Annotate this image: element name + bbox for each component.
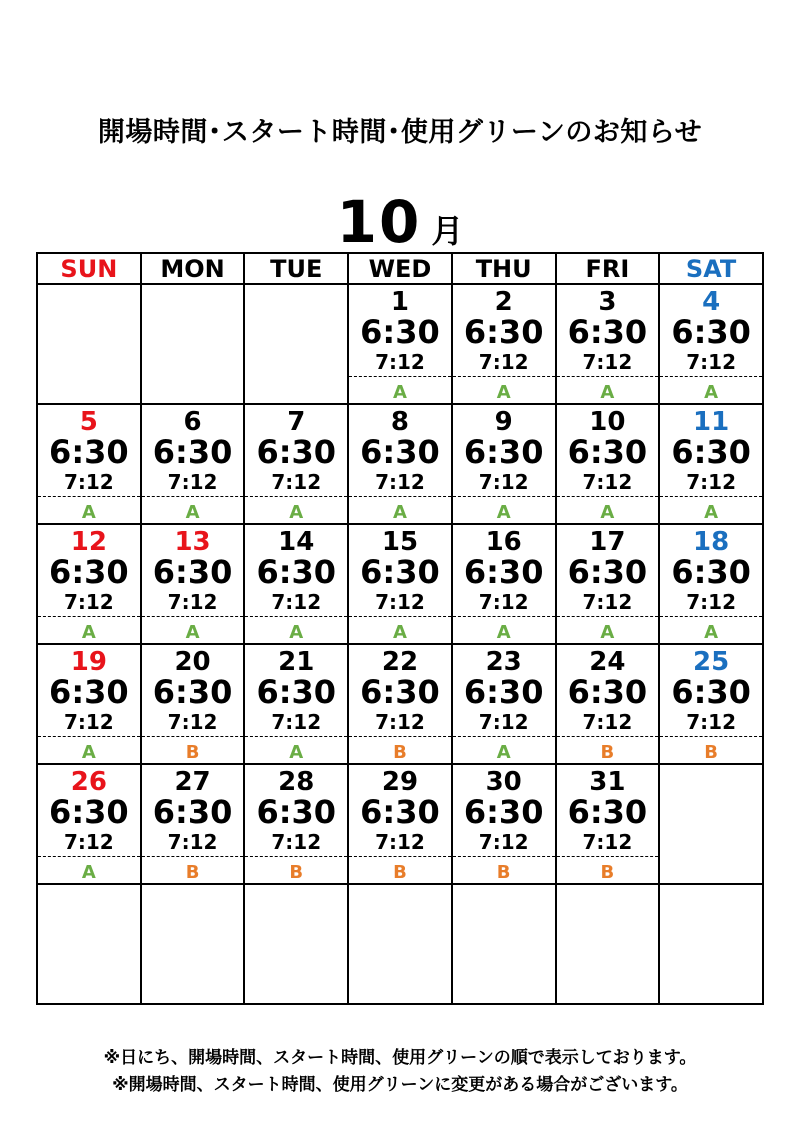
dashed-divider (660, 616, 762, 617)
weekday-header-mon: MON (141, 253, 245, 284)
start-time: 7:12 (686, 350, 736, 374)
start-time: 7:12 (271, 830, 322, 854)
opening-time: 6:30 (49, 553, 129, 591)
dashed-divider (142, 736, 244, 737)
day-number: 15 (381, 527, 419, 557)
start-time: 7:12 (63, 590, 114, 614)
weekday-header-wed: WED (348, 253, 452, 284)
green-indicator: B (185, 862, 200, 883)
dashed-divider (245, 856, 347, 857)
opening-time: 6:30 (671, 313, 751, 351)
start-time: 7:12 (582, 830, 633, 854)
opening-time: 6:30 (463, 673, 544, 711)
weekday-header-sun: SUN (37, 253, 141, 284)
green-indicator: A (496, 382, 511, 403)
day-number: 2 (494, 287, 513, 317)
day-number: 7 (287, 407, 306, 437)
start-time: 7:12 (582, 590, 633, 614)
day-number: 27 (174, 767, 211, 797)
calendar-day-cell (244, 404, 348, 524)
start-time: 7:12 (63, 830, 114, 854)
opening-time: 6:30 (256, 673, 337, 711)
opening-time: 6:30 (567, 793, 648, 831)
day-number: 28 (278, 767, 315, 797)
opening-time: 6:30 (49, 433, 129, 471)
green-indicator: A (704, 382, 719, 403)
green-indicator: A (392, 502, 407, 523)
day-number: 22 (381, 647, 419, 677)
dashed-divider (142, 616, 244, 617)
dashed-divider (453, 856, 555, 857)
green-indicator: B (600, 742, 615, 763)
day-number: 20 (174, 647, 211, 677)
start-time: 7:12 (375, 470, 425, 494)
calendar-day-cell (348, 524, 452, 644)
opening-time: 6:30 (463, 793, 544, 831)
dashed-divider (557, 616, 659, 617)
green-indicator: B (393, 742, 407, 763)
opening-time: 6:30 (360, 313, 440, 351)
month-heading (0, 188, 800, 256)
opening-time: 6:30 (567, 313, 648, 351)
calendar-day-cell (659, 644, 763, 764)
weekday-header-sat: SAT (659, 253, 763, 284)
opening-time: 6:30 (567, 433, 648, 471)
green-indicator: A (600, 502, 615, 523)
dashed-divider (453, 616, 555, 617)
calendar-day-cell (556, 764, 660, 884)
dashed-divider (453, 736, 555, 737)
day-number: 10 (589, 407, 626, 437)
calendar-day-cell (556, 284, 660, 404)
green-indicator: A (185, 622, 200, 643)
start-time: 7:12 (167, 710, 218, 734)
green-indicator: B (393, 862, 407, 883)
day-number: 8 (390, 407, 409, 437)
day-number: 26 (70, 767, 107, 797)
dashed-divider (557, 736, 659, 737)
start-time: 7:12 (375, 830, 425, 854)
start-time: 7:12 (375, 350, 425, 374)
opening-time: 6:30 (152, 433, 233, 471)
calendar-day-cell (452, 404, 556, 524)
weekday-header-tue: TUE (244, 253, 348, 284)
green-indicator: A (392, 382, 407, 403)
dashed-divider (142, 856, 244, 857)
start-time: 7:12 (375, 710, 425, 734)
opening-time: 6:30 (256, 433, 337, 471)
note-line-2: ※開場時間、スタート時間、使用グリーンに変更がある場合がございます。 (112, 1075, 688, 1095)
day-number: 6 (183, 407, 202, 437)
day-number: 9 (494, 407, 513, 437)
calendar-empty-cell (244, 884, 348, 1004)
dashed-divider (660, 496, 762, 497)
green-indicator: A (289, 742, 304, 763)
green-indicator: A (289, 502, 304, 523)
start-time: 7:12 (686, 590, 736, 614)
opening-time: 6:30 (49, 793, 129, 831)
start-time: 7:12 (167, 830, 218, 854)
opening-time: 6:30 (152, 673, 233, 711)
dashed-divider (349, 736, 451, 737)
month-unit: 月 (431, 212, 464, 250)
month-number: 10 (336, 188, 422, 256)
calendar-week-row (37, 524, 763, 644)
day-number: 21 (278, 647, 315, 677)
green-indicator: A (81, 502, 96, 523)
green-indicator: B (496, 862, 511, 883)
day-number: 5 (79, 407, 98, 437)
day-number: 24 (589, 647, 626, 677)
calendar-week-row (37, 884, 763, 1004)
dashed-divider (349, 376, 451, 377)
opening-time: 6:30 (360, 553, 440, 591)
green-indicator: A (289, 622, 304, 643)
start-time: 7:12 (167, 590, 218, 614)
day-number: 12 (70, 527, 107, 557)
dashed-divider (453, 496, 555, 497)
dashed-divider (349, 856, 451, 857)
day-number: 19 (70, 647, 107, 677)
calendar-table (36, 252, 764, 1005)
green-indicator: A (81, 862, 96, 883)
calendar-empty-cell (556, 884, 660, 1004)
dashed-divider (660, 376, 762, 377)
calendar-day-cell (244, 644, 348, 764)
calendar-day-cell (348, 284, 452, 404)
day-number: 14 (278, 527, 315, 557)
dashed-divider (557, 376, 659, 377)
day-number: 4 (702, 287, 721, 317)
opening-time: 6:30 (463, 433, 544, 471)
start-time: 7:12 (478, 710, 529, 734)
calendar-empty-cell (37, 284, 141, 404)
day-number: 3 (598, 287, 617, 317)
green-indicator: B (185, 742, 200, 763)
day-number: 29 (381, 767, 419, 797)
dashed-divider (38, 736, 140, 737)
calendar-day-cell (452, 764, 556, 884)
opening-time: 6:30 (360, 433, 440, 471)
calendar-week-row (37, 764, 763, 884)
calendar-empty-cell (141, 884, 245, 1004)
dashed-divider (660, 736, 762, 737)
weekday-header-fri: FRI (556, 253, 660, 284)
calendar-body (37, 284, 763, 1004)
calendar-day-cell (37, 524, 141, 644)
green-indicator: B (289, 862, 304, 883)
green-indicator: B (704, 742, 718, 763)
dashed-divider (38, 496, 140, 497)
green-indicator: A (600, 382, 615, 403)
start-time: 7:12 (478, 590, 529, 614)
green-indicator: B (600, 862, 615, 883)
calendar-day-cell (659, 404, 763, 524)
calendar-week-row (37, 404, 763, 524)
start-time: 7:12 (478, 350, 529, 374)
start-time: 7:12 (271, 470, 322, 494)
weekday-header-thu: THU (452, 253, 556, 284)
calendar-empty-cell (659, 884, 763, 1004)
opening-time: 6:30 (567, 673, 648, 711)
dashed-divider (349, 616, 451, 617)
start-time: 7:12 (478, 830, 529, 854)
day-number: 16 (485, 527, 522, 557)
calendar-day-cell (348, 644, 452, 764)
calendar-day-cell (244, 524, 348, 644)
dashed-divider (38, 616, 140, 617)
calendar-empty-cell (141, 284, 245, 404)
calendar-empty-cell (244, 284, 348, 404)
dashed-divider (38, 856, 140, 857)
day-number: 25 (693, 647, 730, 677)
opening-time: 6:30 (360, 793, 440, 831)
calendar-empty-cell (348, 884, 452, 1004)
start-time: 7:12 (686, 470, 736, 494)
calendar-week-row (37, 284, 763, 404)
calendar-empty-cell (37, 884, 141, 1004)
calendar-day-cell (452, 644, 556, 764)
opening-time: 6:30 (567, 553, 648, 591)
calendar-day-cell (452, 524, 556, 644)
calendar-day-cell (244, 764, 348, 884)
calendar-day-cell (452, 284, 556, 404)
green-indicator: A (185, 502, 200, 523)
calendar-day-cell (141, 764, 245, 884)
calendar-day-cell (37, 644, 141, 764)
start-time: 7:12 (63, 710, 114, 734)
opening-time: 6:30 (671, 673, 751, 711)
green-indicator: A (496, 622, 511, 643)
calendar-day-cell (37, 404, 141, 524)
start-time: 7:12 (167, 470, 218, 494)
dashed-divider (245, 496, 347, 497)
start-time: 7:12 (582, 470, 633, 494)
calendar-empty-cell (452, 884, 556, 1004)
day-number: 23 (485, 647, 522, 677)
start-time: 7:12 (686, 710, 736, 734)
day-number: 30 (485, 767, 522, 797)
note-line-1: ※日にち、開場時間、スタート時間、使用グリーンの順で表示しております。 (103, 1048, 697, 1068)
day-number: 13 (174, 527, 211, 557)
dashed-divider (245, 616, 347, 617)
opening-time: 6:30 (463, 313, 544, 351)
start-time: 7:12 (582, 710, 633, 734)
weekday-header-row (37, 253, 763, 284)
opening-time: 6:30 (49, 673, 129, 711)
calendar-day-cell (556, 644, 660, 764)
opening-time: 6:30 (463, 553, 544, 591)
opening-time: 6:30 (152, 553, 233, 591)
day-number: 31 (589, 767, 626, 797)
opening-time: 6:30 (671, 553, 751, 591)
start-time: 7:12 (478, 470, 529, 494)
opening-time: 6:30 (256, 553, 337, 591)
calendar-week-row (37, 644, 763, 764)
calendar-empty-cell (659, 764, 763, 884)
dashed-divider (349, 496, 451, 497)
calendar-day-cell (556, 404, 660, 524)
day-number: 17 (589, 527, 626, 557)
day-number: 11 (693, 407, 730, 437)
calendar-day-cell (141, 644, 245, 764)
green-indicator: A (496, 742, 511, 763)
opening-time: 6:30 (360, 673, 440, 711)
start-time: 7:12 (582, 350, 633, 374)
dashed-divider (142, 496, 244, 497)
opening-time: 6:30 (152, 793, 233, 831)
dashed-divider (245, 736, 347, 737)
green-indicator: A (81, 622, 96, 643)
calendar-day-cell (659, 524, 763, 644)
start-time: 7:12 (375, 590, 425, 614)
start-time: 7:12 (63, 470, 114, 494)
green-indicator: A (81, 742, 96, 763)
calendar-day-cell (348, 404, 452, 524)
start-time: 7:12 (271, 710, 322, 734)
calendar-day-cell (556, 524, 660, 644)
green-indicator: A (704, 502, 719, 523)
opening-time: 6:30 (671, 433, 751, 471)
green-indicator: A (496, 502, 511, 523)
dashed-divider (453, 376, 555, 377)
calendar-day-cell (37, 764, 141, 884)
green-indicator: A (600, 622, 615, 643)
day-number: 1 (390, 287, 409, 317)
green-indicator: A (392, 622, 407, 643)
calendar-day-cell (659, 284, 763, 404)
dashed-divider (557, 856, 659, 857)
day-number: 18 (693, 527, 730, 557)
start-time: 7:12 (271, 590, 322, 614)
calendar-day-cell (348, 764, 452, 884)
calendar-day-cell (141, 524, 245, 644)
green-indicator: A (704, 622, 719, 643)
page-title: 開場時間･スタート時間･使用グリーンのお知らせ (97, 117, 703, 148)
opening-time: 6:30 (256, 793, 337, 831)
calendar-day-cell (141, 404, 245, 524)
dashed-divider (557, 496, 659, 497)
